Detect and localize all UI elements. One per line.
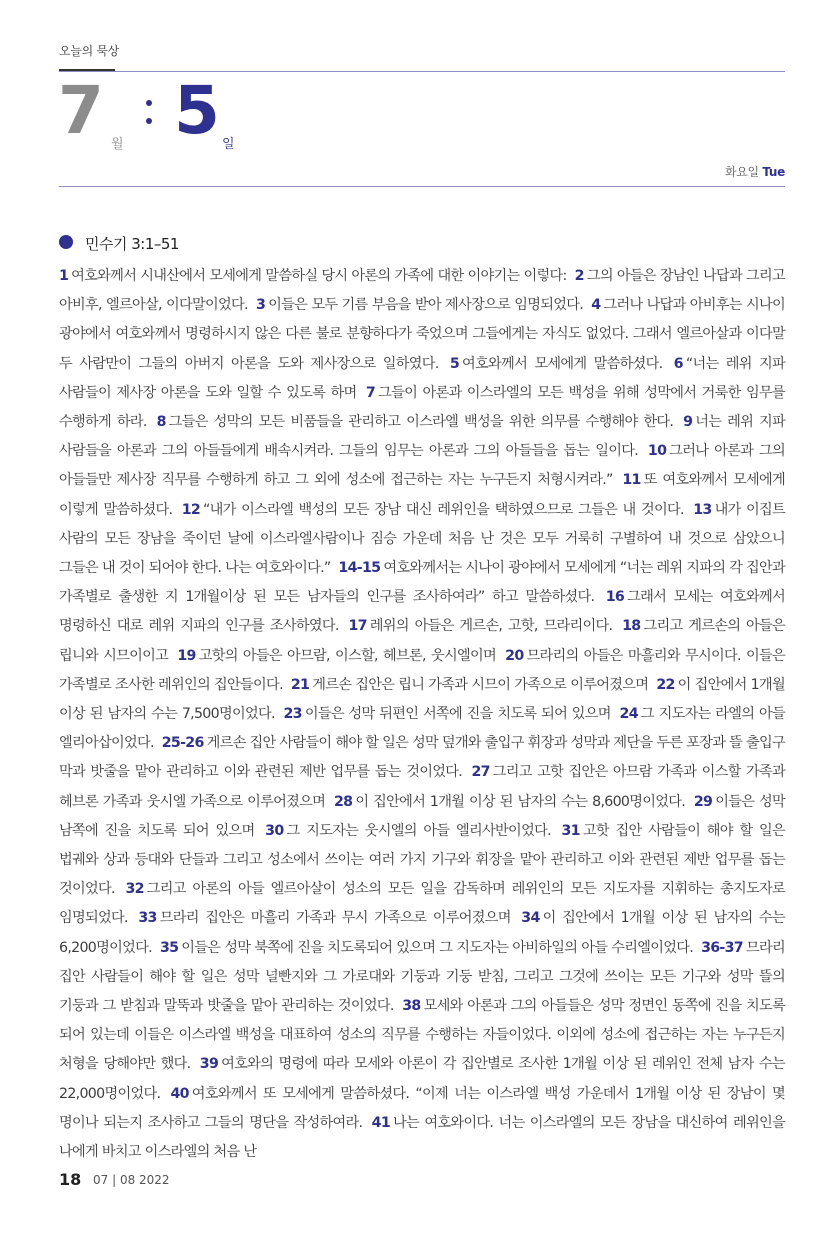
verse — [334, 794, 685, 810]
date-colon-icon — [146, 100, 152, 136]
verse-number: 39 — [199, 1056, 219, 1073]
verse-number: 21 — [290, 676, 310, 693]
verse-text: 또 여호와께서 모세에게 이렇게 말씀하셨다. — [59, 472, 786, 518]
verse-text: 이들은 성막 남쪽에 진을 치도록 되어 있으며 — [59, 793, 786, 839]
verse-text: 이 집안에서 1개월 이상 된 남자의 수는 7,500명이었다. — [59, 676, 786, 723]
verse-text: 고핫 집안 사람들이 해야 할 일은 법궤와 상과 등대와 단들과 그리고 성소에서 쓰이는 여러 가지 기구와 휘장을 맡아 관리하고 이와 관련된 제반 업무를 돕는 것이었다. — [59, 822, 786, 898]
verse-text: 그들이 아론과 이스라엘의 모든 백성을 위해 성막에서 거룩한 임무를 수행하게 하라. — [59, 384, 786, 431]
verse-text: 그리고 고핫 집안은 아므람 가족과 이스할 가족과 헤브론 가족과 웃시엘 가족으로 이루어졌으며 — [59, 764, 785, 810]
verse-number: 19 — [177, 647, 196, 664]
verse-number: 36-37 — [701, 939, 743, 956]
verse — [348, 618, 612, 634]
verse-number: 8 — [156, 414, 166, 431]
verse-number: 35 — [159, 939, 179, 956]
verse-text: 너는 레위 지파 사람들을 아론과 그의 아들들에게 배속시켜라. 그들의 임무는 아론과 그의 아들들을 돕는 일이다. — [59, 414, 786, 460]
verse-number: 38 — [402, 998, 421, 1015]
verse-number: 23 — [283, 706, 302, 723]
verse-text: 나는 여호와이다. 너는 이스라엘의 모든 장남을 대신하여 레위인을 나에게 바치고 이스라엘의 처음 난 — [59, 1114, 785, 1161]
header-divider — [59, 186, 785, 187]
verse — [59, 268, 567, 284]
weekday-label — [725, 163, 785, 180]
verse-text: 므라리 집안은 마흘리 가족과 무시 가족으로 이루어졌으며 — [159, 910, 511, 927]
issue-label: 07 | 08 2022 — [93, 1173, 170, 1187]
verse-text: 그래서 모세는 여호와께서 명령하신 대로 레위 지파의 인구를 조사하였다. — [59, 589, 786, 635]
verse-number: 18 — [622, 618, 641, 635]
date-day: 5 — [174, 72, 220, 149]
verse-text: 여호와께서 또 모세에게 말씀하셨다. “이제 너는 이스라엘 백성 가운데서 1개월 이상 된 장남이 몇 명이나 되는지 조사하고 그들의 명단을 작성하여라. — [59, 1085, 785, 1131]
verse-number: 29 — [693, 793, 713, 810]
verse — [450, 356, 663, 372]
verse-number: 32 — [125, 881, 144, 898]
page-number: 18 — [59, 1170, 82, 1189]
verse-text: 므라리 집안 사람들이 해야 할 일은 성막 널빤지와 그 가로대와 기둥과 기둥 받침, 그리고 그것에 쓰이는 모든 기구와 성막 뜰의 기둥과 그 받침과 말뚝과 밧줄을 맡아 관리하는 것이었다. — [59, 939, 785, 1015]
verse-number: 11 — [622, 472, 641, 489]
verse-text: 그 지도자는 라엘의 아들 엘리아삽이었다. — [59, 706, 786, 752]
top-divider — [59, 71, 785, 72]
verse-number: 5 — [449, 355, 460, 372]
verse-number: 9 — [683, 414, 693, 431]
weekday-en: Tue — [762, 165, 785, 179]
passage-reference: 민수기 3:1–51 — [85, 235, 179, 253]
verse — [182, 502, 684, 518]
verse-text: 그 지도자는 웃시엘의 아들 엘리사반이었다. — [286, 822, 551, 839]
verse-number: 40 — [170, 1085, 189, 1102]
verse-number: 41 — [371, 1114, 391, 1131]
verse — [177, 648, 496, 664]
verse-text: 그의 아들은 장남인 나답과 그리고 아비후, 엘르아살, 이다말이었다. — [59, 268, 786, 314]
verse-text: 여호와께서 시내산에서 모세에게 말씀하실 당시 아론의 가족에 대한 이야기는 이렇다: — [71, 268, 567, 284]
verse-text: 그러나 나답과 아비후는 시나이 광야에서 여호와께서 명령하시지 않은 다른 불로 분향하다가 죽었으며 그들에게는 자식도 없었다. 그래서 엘르아살과 이다말 두 사람만이 그들의 아버지 아론을 도와 제사장으로 일하였다. — [59, 297, 785, 372]
verse-number: 6 — [673, 355, 683, 372]
verse-text: 이들은 모두 기름 부음을 받아 제사장으로 임명되었다. — [268, 297, 584, 314]
verse-text: 그러나 아론과 그의 아들들만 제사장 직무를 수행하게 하고 그 외에 성소에 접근하는 자는 누구든지 처형시켜라.” — [59, 443, 785, 489]
verse — [291, 677, 648, 693]
verse-number: 25-26 — [161, 735, 204, 752]
verse-text: 이들은 성막 뒤편인 서쪽에 진을 치도록 되어 있으며 — [304, 706, 611, 723]
verse-text: 레위의 아들은 게르손, 고핫, 므라리이다. — [369, 618, 613, 635]
verse-text: “내가 이스라엘 백성의 모든 장남 대신 레위인을 택하였으므로 그들은 내 것이다. — [203, 501, 684, 518]
verse-number: 16 — [605, 589, 625, 606]
verse-text: 이 집안에서 1개월 이상 된 남자의 수는 8,600명이었다. — [355, 793, 686, 810]
verse-text: 고핫의 아들은 아므람, 이스할, 헤브론, 웃시엘이며 — [198, 647, 496, 664]
verse-text: 여호와께서 모세에게 말씀하셨다. — [462, 355, 663, 372]
verse-number: 30 — [265, 822, 284, 839]
verse — [256, 297, 583, 313]
verse-text: 이 집안에서 1개월 이상 된 남자의 수는 6,200명이었다. — [59, 910, 786, 956]
verse-number: 14-15 — [338, 560, 381, 577]
verse-number: 31 — [561, 822, 580, 839]
verse-text: “너는 레위 지파 사람들이 제사장 아론을 도와 일할 수 있도록 하며 — [59, 355, 786, 401]
verse-number: 13 — [693, 501, 712, 518]
verse-number: 2 — [574, 268, 584, 284]
verse-number: 20 — [505, 647, 524, 664]
verse-text: 이들은 성막 북쪽에 진을 치도록되어 있으며 그 지도자는 아비하일의 아들 수리엘이었다. — [181, 939, 694, 956]
verse-text: 게르손 집안 사람들이 해야 할 일은 성막 덮개와 출입구 휘장과 성막과 제단을 두른 포장과 뜰 출입구 막과 밧줄을 맡아 관리하고 이와 관련된 제반 업무를 돕는 것이었다. — [59, 735, 786, 781]
verse-text: 내가 이집트 사람의 모든 장남을 죽이던 날에 이스라엘사람이나 짐승 가운데 처음 난 것은 모두 거룩히 구별하여 내 것으로 삼았으니 그들은 내 것이 되어야 한다. 나는 여호와이다.” — [59, 501, 786, 577]
bullet-dot-icon — [59, 235, 73, 249]
section-label: 오늘의 묵상 — [59, 44, 119, 58]
verse-number: 22 — [656, 676, 675, 693]
verse-text: 여호와의 명령에 따라 모세와 아론이 각 집안별로 조사한 1개월 이상 된 레위인 전체 남자 수는 22,000명이었다. — [59, 1056, 785, 1102]
verse-text: 그리고 게르손의 아들은 립니와 시므이이고 — [59, 618, 785, 664]
date-month: 7 — [58, 72, 104, 149]
verse-number: 10 — [647, 443, 667, 460]
verse-text: 그들은 성막의 모든 비품들을 관리하고 이스라엘 백성을 위한 의무를 수행해야 한다. — [168, 414, 674, 431]
verse-number: 17 — [348, 618, 367, 635]
verse-number: 28 — [333, 793, 353, 810]
verse-number: 4 — [591, 297, 601, 314]
date-month-unit: 월 — [111, 137, 124, 152]
scripture-text — [59, 262, 785, 1167]
verse-number: 1 — [59, 268, 69, 284]
verse-text: 여호와께서는 시나이 광야에서 모세에게 “너는 레위 지파의 각 집안과 가족별로 출생한 지 1개월이상 된 모든 남자들의 인구를 조사하여라” 하고 말씀하셨다. — [59, 560, 786, 606]
verse-number: 12 — [181, 501, 201, 518]
weekday-kr: 화요일 — [724, 165, 759, 179]
verse-number: 34 — [521, 910, 540, 927]
verse-text: 모세와 아론과 그의 아들들은 성막 정면인 동쪽에 진을 치도록 되어 있는데 이들은 이스라엘 백성을 대표하여 성소의 직무를 수행하는 자들이었다. 이외에 성소에 접근하는 자는 누구든지 처형을 당해야만 했다. — [59, 998, 785, 1073]
verse — [160, 940, 693, 956]
verse-number: 27 — [471, 764, 490, 781]
verse-number: 24 — [619, 706, 638, 723]
verse-text: 게르손 집안은 립니 가족과 시므이 가족으로 이루어졌으며 — [312, 676, 649, 693]
verse-number: 33 — [138, 910, 157, 927]
verse-number: 7 — [365, 384, 376, 401]
verse — [157, 414, 674, 430]
verse-number: 3 — [256, 297, 266, 314]
verse-text: 므라리의 아들은 마흘리와 무시이다. 이들은 가족별로 조사한 레위인의 집안들이다. — [59, 647, 786, 693]
verse — [138, 910, 510, 926]
verse — [265, 823, 551, 839]
date-day-unit: 일 — [222, 137, 235, 152]
verse — [283, 706, 610, 722]
verse-text: 그리고 아론의 아들 엘르아살이 성소의 모든 일을 감독하며 레위인의 모든 지도자를 지휘하는 총지도자로 임명되었다. — [59, 881, 785, 927]
